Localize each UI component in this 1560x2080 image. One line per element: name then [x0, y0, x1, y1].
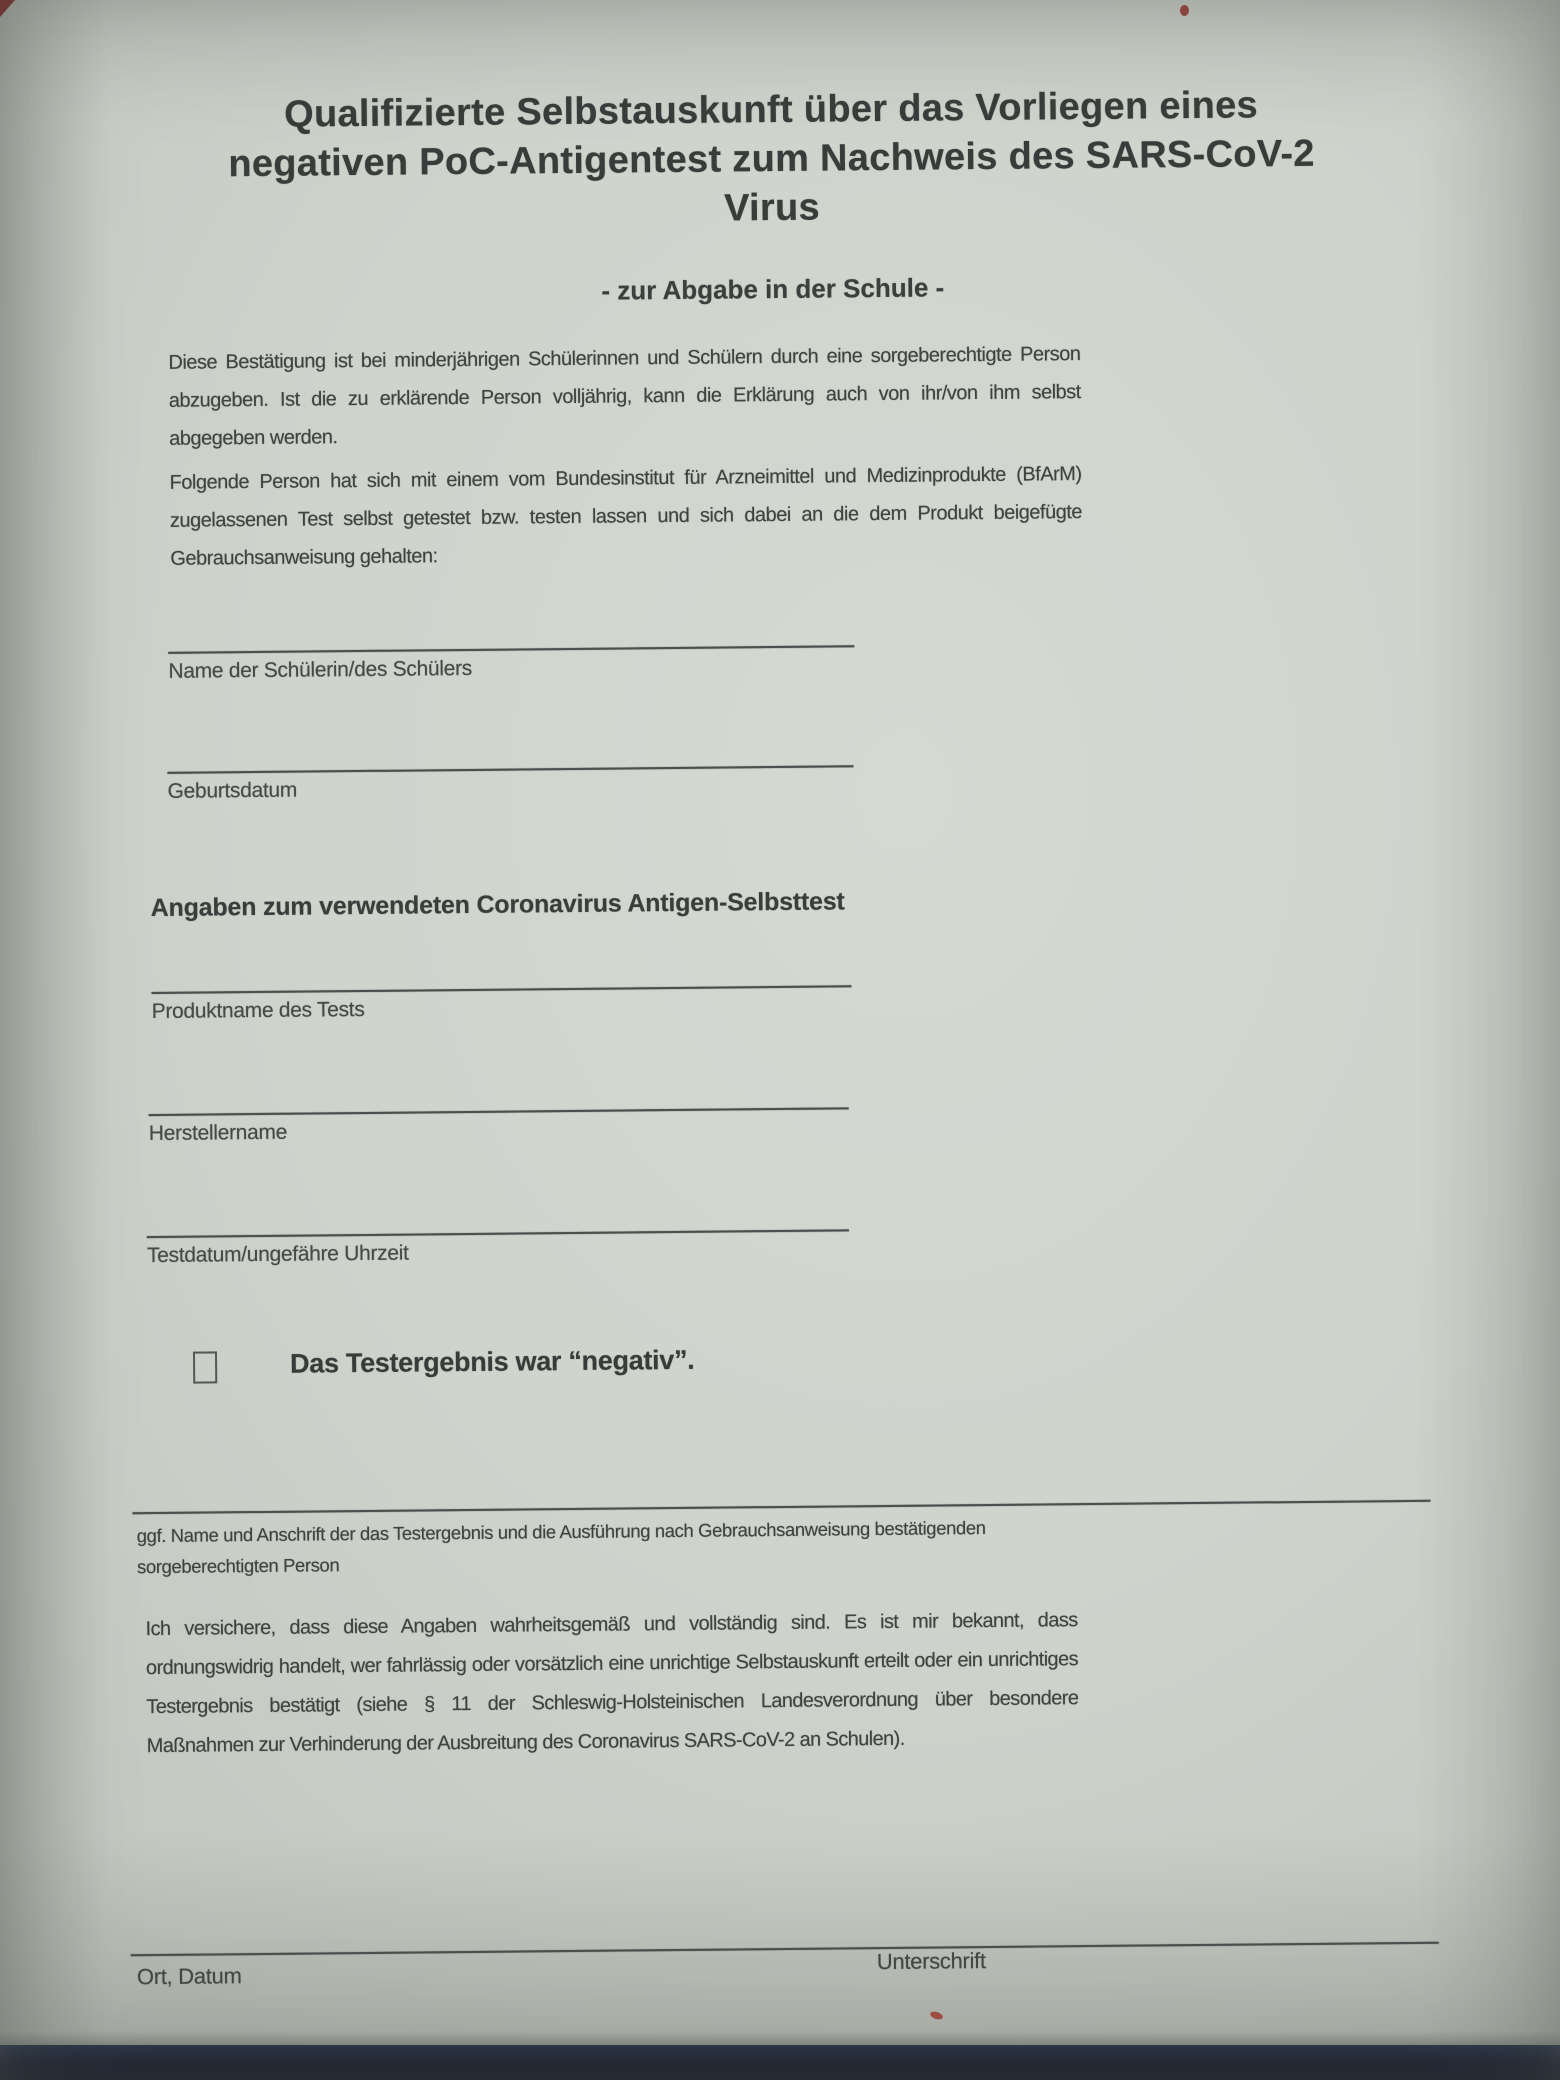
student-name-input-line[interactable]: [168, 645, 854, 654]
declaration-paragraph: Ich versichere, dass diese Angaben wahrheitsgemäß und vollständig sind. Es ist mir bekannt, dass ordnungswidrig handelt, wer fahrlässig oder vorsätzlich eine unrichtige Selbstauskunft erteilt oder ein unrichtiges Testergebnis bestätigt (siehe § 11 der Schleswig-Holsteinischen Landesverordnung über besondere Maßnahmen zur Verhinderung der Ausbreitung des Coronavirus SARS-CoV-2 an Schulen).: [145, 1609, 1079, 1758]
red-corner-mark: [0, 0, 15, 17]
test-date-input-line[interactable]: [147, 1229, 849, 1238]
intro-paragraph-1: Diese Bestätigung ist bei minderjährigen Schülerinnen und Schülern durch eine sorgeberechtigte Person abzugeben. Ist die zu erklärende Person volljährig, kann die Erklärung auch von ihr/von ihm selbst abgegeben werden.: [168, 343, 1081, 450]
manufacturer-field-label: Herstellername: [148, 1120, 288, 1146]
signature-label: Unterschrift: [876, 1948, 986, 1975]
product-name-field-label: Produktname des Tests: [151, 997, 365, 1024]
section-heading-test-details: Angaben zum verwendeten Coronavirus Antigen-Selbsttest: [150, 887, 845, 923]
birthdate-field-label: Geburtsdatum: [167, 778, 298, 803]
form-title-line-1: Qualifizierte Selbstauskunft über das Vorliegen eines: [283, 84, 1259, 136]
red-dot-mark: [1180, 5, 1189, 16]
birthdate-input-line[interactable]: [167, 765, 853, 774]
form-title-line-3: Virus: [723, 186, 821, 230]
guardian-name-input-line[interactable]: [133, 1500, 1431, 1514]
product-name-input-line[interactable]: [152, 985, 852, 994]
form-title-line-2: negativen PoC-Antigentest zum Nachweis des SARS-CoV-2: [228, 132, 1315, 186]
signature-input-line[interactable]: [131, 1942, 1439, 1957]
place-date-label: Ort, Datum: [136, 1963, 242, 1990]
form-subtitle: - zur Abgabe in der Schule -: [601, 272, 945, 306]
student-name-field-label: Name der Schülerin/des Schülers: [168, 656, 473, 683]
form-title: [141, 80, 1402, 239]
table-edge-strip: [0, 2045, 1560, 2080]
guardian-field-label: ggf. Name und Anschrift der das Testergebnis und die Ausführung nach Gebrauchsanweisung bestätigenden sorgeberechtigten Person: [136, 1517, 986, 1578]
test-date-field-label: Testdatum/ungefähre Uhrzeit: [146, 1241, 409, 1268]
manufacturer-input-line[interactable]: [149, 1107, 849, 1116]
negative-result-label: Das Testergebnis war “negativ”.: [289, 1344, 695, 1379]
intro-paragraph-2: Folgende Person hat sich mit einem vom Bundesinstitut für Arzneimittel und Medizinprodukte (BfArM) zugelassenen Test selbst getestet bzw. testen lassen und sich dabei an die dem Produkt beigefügte Gebrauchsanweisung gehalten:: [169, 463, 1083, 570]
negative-result-checkbox[interactable]: [193, 1351, 217, 1383]
paper-bottom-shadow: [0, 2031, 1560, 2045]
